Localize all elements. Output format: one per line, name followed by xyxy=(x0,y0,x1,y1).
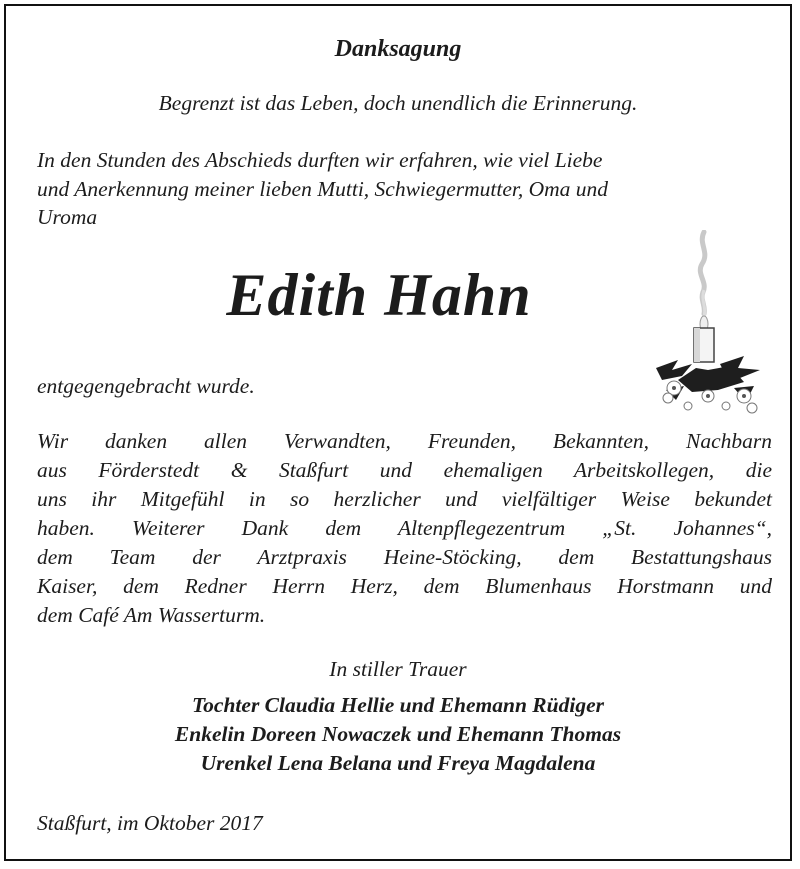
thanks-line: dem Café Am Wasserturm. xyxy=(37,603,266,627)
motto: Begrenzt ist das Leben, doch unendlich die Erinnerung. xyxy=(158,91,638,115)
thanks-line: Kaiser, dem Redner Herrn Herz, dem Blumenhaus Horstmann und xyxy=(37,574,772,598)
intro-line: In den Stunden des Abschieds durften wir erfahren, wie viel Liebe xyxy=(37,148,603,172)
notice-heading: Danksagung xyxy=(334,36,462,62)
mourner-line: Tochter Claudia Hellie und Ehemann Rüdiger xyxy=(192,693,604,717)
thanks-line: aus Förderstedt & Staßfurt und ehemaligen Arbeitskollegen, die xyxy=(37,458,772,482)
mourning-heading: In stiller Trauer xyxy=(329,657,467,681)
intro-line: und Anerkennung meiner lieben Mutti, Schwiegermutter, Oma und xyxy=(37,177,609,201)
thanks-line: uns ihr Mitgefühl in so herzlicher und vielfältiger Weise bekundet xyxy=(37,487,772,511)
thanks-line: dem Team der Arztpraxis Heine-Stöcking, dem Bestattungshaus xyxy=(37,545,772,569)
mourner-line: Enkelin Doreen Nowaczek und Ehemann Thomas xyxy=(174,722,622,746)
intro-line: Uroma xyxy=(37,205,98,229)
deceased-name: Edith Hahn xyxy=(226,262,532,328)
place-and-date: Staßfurt, im Oktober 2017 xyxy=(37,811,263,835)
obituary-notice xyxy=(4,4,792,861)
thanks-line: Wir danken allen Verwandten, Freunden, Bekannten, Nachbarn xyxy=(37,429,772,453)
mourner-line: Urenkel Lena Belana und Freya Magdalena xyxy=(200,751,596,775)
candle-icon xyxy=(648,230,764,416)
after-name-text: entgegengebracht wurde. xyxy=(37,374,255,398)
thanks-line: haben. Weiterer Dank dem Altenpflegezentrum „St. Johannes“, xyxy=(37,516,772,540)
